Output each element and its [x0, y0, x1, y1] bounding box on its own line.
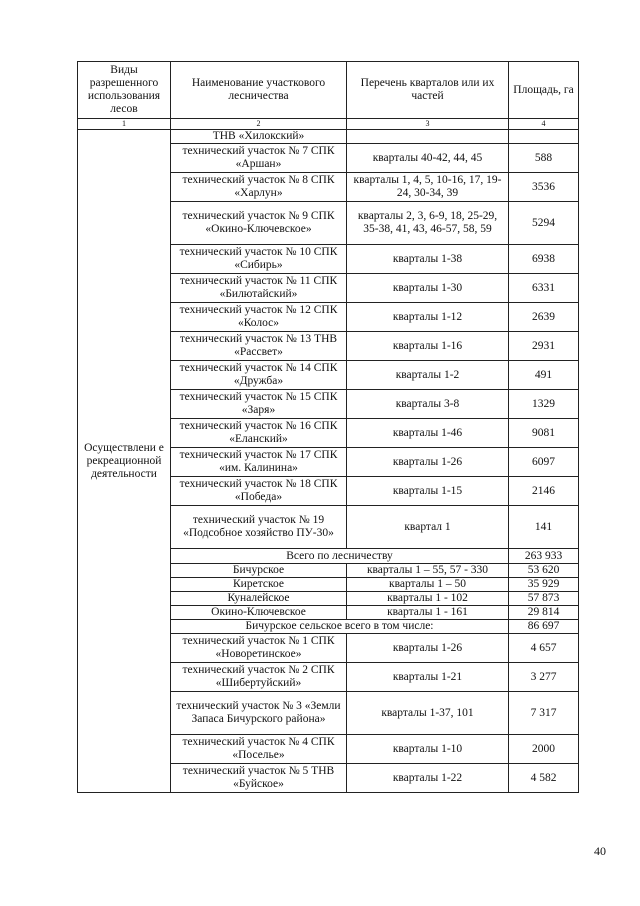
quarters-cell: кварталы 1-38 — [347, 245, 509, 274]
quarters-cell: кварталы 1-15 — [347, 477, 509, 506]
quarters-cell: кварталы 1-26 — [347, 634, 509, 663]
quarters-cell: кварталы 1-22 — [347, 764, 509, 793]
forestry-name: технический участок № 15 СПК «Заря» — [171, 390, 347, 419]
quarters-cell: кварталы 1-37, 101 — [347, 692, 509, 735]
forestry-name: технический участок № 8 СПК «Харлун» — [171, 173, 347, 202]
group-title-row — [78, 130, 579, 144]
column-number: 4 — [509, 119, 579, 130]
group-title: ТНВ «Хилокский» — [171, 130, 347, 144]
page-number: 40 — [594, 844, 606, 858]
area-cell: 29 814 — [509, 606, 579, 620]
forestry-name: Бичурское — [171, 564, 347, 578]
quarters-cell: кварталы 1-30 — [347, 274, 509, 303]
subtotal-area: 86 697 — [509, 620, 579, 634]
group-title-area — [509, 130, 579, 144]
subtotal-label: Бичурское сельское всего в том числе: — [171, 620, 509, 634]
area-cell: 588 — [509, 144, 579, 173]
quarters-cell: кварталы 1-46 — [347, 419, 509, 448]
area-cell: 3536 — [509, 173, 579, 202]
forestry-name: технический участок № 13 ТНВ «Рассвет» — [171, 332, 347, 361]
forestry-name: технический участок № 9 СПК «Окино-Ключевское» — [171, 202, 347, 245]
area-cell: 53 620 — [509, 564, 579, 578]
forestry-name: технический участок № 19 «Подсобное хозяйство ПУ-30» — [171, 506, 347, 549]
quarters-cell: кварталы 1-12 — [347, 303, 509, 332]
quarters-cell: кварталы 1-2 — [347, 361, 509, 390]
quarters-cell: кварталы 1-21 — [347, 663, 509, 692]
area-cell: 5294 — [509, 202, 579, 245]
header-quarters: Перечень кварталов или их частей — [347, 62, 509, 119]
area-cell: 6097 — [509, 448, 579, 477]
area-cell: 7 317 — [509, 692, 579, 735]
header-row — [78, 62, 579, 119]
forestry-name: технический участок № 4 СПК «Поселье» — [171, 735, 347, 764]
area-cell: 2931 — [509, 332, 579, 361]
area-cell: 35 929 — [509, 578, 579, 592]
quarters-cell: кварталы 1, 4, 5, 10-16, 17, 19-24, 30-34, 39 — [347, 173, 509, 202]
forestry-name: технический участок № 2 СПК «Шибертуйский» — [171, 663, 347, 692]
quarters-cell: кварталы 1-26 — [347, 448, 509, 477]
forestry-name: технический участок № 12 СПК «Колос» — [171, 303, 347, 332]
table-body — [78, 62, 579, 793]
total-area: 263 933 — [509, 549, 579, 564]
forestry-name: технический участок № 17 СПК «им. Калинина» — [171, 448, 347, 477]
forestry-name: технический участок № 14 СПК «Дружба» — [171, 361, 347, 390]
forestry-name: технический участок № 18 СПК «Победа» — [171, 477, 347, 506]
forestry-name: технический участок № 3 «Земли Запаса Бичурского района» — [171, 692, 347, 735]
forestry-name: Куналейское — [171, 592, 347, 606]
quarters-cell: кварталы 1 - 102 — [347, 592, 509, 606]
area-cell: 4 582 — [509, 764, 579, 793]
quarters-cell: кварталы 1-10 — [347, 735, 509, 764]
area-cell: 9081 — [509, 419, 579, 448]
forestry-name: технический участок № 16 СПК «Еланский» — [171, 419, 347, 448]
forestry-name: Киретское — [171, 578, 347, 592]
forestry-name: технический участок № 7 СПК «Аршан» — [171, 144, 347, 173]
forestry-name: технический участок № 5 ТНВ «Буйское» — [171, 764, 347, 793]
header-area: Площадь, га — [509, 62, 579, 119]
header-forestry-name: Наименование участкового лесничества — [171, 62, 347, 119]
area-cell: 2000 — [509, 735, 579, 764]
area-cell: 2639 — [509, 303, 579, 332]
group-title-quarters — [347, 130, 509, 144]
quarters-cell: кварталы 1 – 55, 57 - 330 — [347, 564, 509, 578]
column-number: 3 — [347, 119, 509, 130]
quarters-cell: кварталы 40-42, 44, 45 — [347, 144, 509, 173]
usage-type-cell: Осуществлени е рекреационной деятельности — [78, 130, 171, 793]
forestry-name: технический участок № 10 СПК «Сибирь» — [171, 245, 347, 274]
header-usage-type: Виды разрешенного использования лесов — [78, 62, 171, 119]
forestry-name: технический участок № 1 СПК «Новоретинское» — [171, 634, 347, 663]
quarters-cell: кварталы 2, 3, 6-9, 18, 25-29, 35-38, 41, 43, 46-57, 58, 59 — [347, 202, 509, 245]
forestry-name: технический участок № 11 СПК «Билютайский» — [171, 274, 347, 303]
column-number: 1 — [78, 119, 171, 130]
area-cell: 2146 — [509, 477, 579, 506]
area-cell: 6331 — [509, 274, 579, 303]
area-cell: 4 657 — [509, 634, 579, 663]
quarters-cell: кварталы 1 – 50 — [347, 578, 509, 592]
area-cell: 491 — [509, 361, 579, 390]
forestry-name: Окино-Ключевское — [171, 606, 347, 620]
forest-usage-table — [77, 61, 579, 793]
quarters-cell: кварталы 3-8 — [347, 390, 509, 419]
quarters-cell: квартал 1 — [347, 506, 509, 549]
area-cell: 6938 — [509, 245, 579, 274]
area-cell: 141 — [509, 506, 579, 549]
quarters-cell: кварталы 1 - 161 — [347, 606, 509, 620]
area-cell: 57 873 — [509, 592, 579, 606]
area-cell: 3 277 — [509, 663, 579, 692]
quarters-cell: кварталы 1-16 — [347, 332, 509, 361]
column-number: 2 — [171, 119, 347, 130]
area-cell: 1329 — [509, 390, 579, 419]
total-label: Всего по лесничеству — [171, 549, 509, 564]
column-number-row — [78, 119, 579, 130]
